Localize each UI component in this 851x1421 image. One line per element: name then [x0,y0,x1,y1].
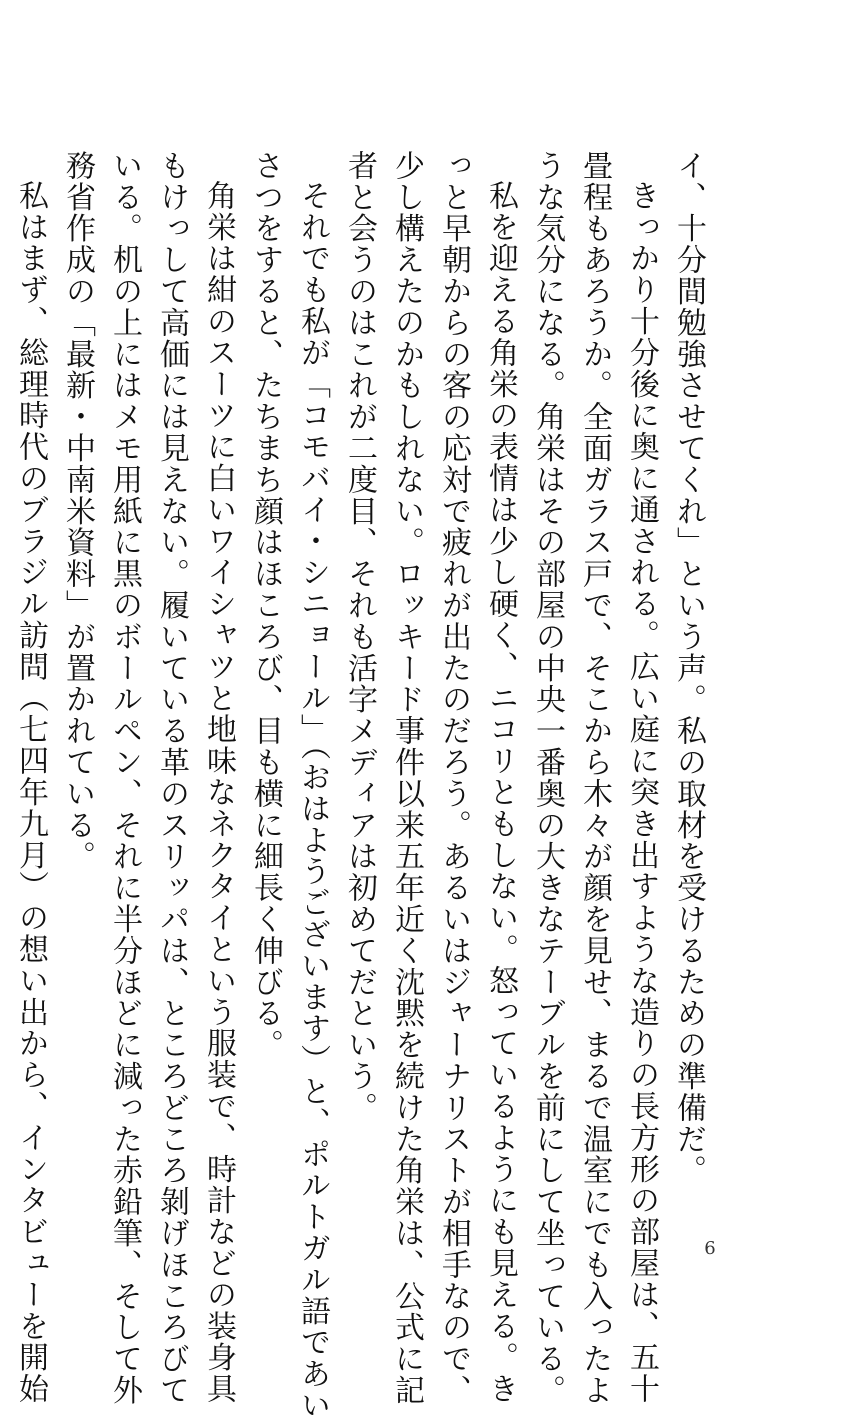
vertical-body-text [13,150,712,1421]
text-line-4: うな気分になる。角栄はその部屋の中央一番奥の大きなテーブルを前にして坐っている。 [530,150,565,1406]
text-line-7: 少し構えたのかもしれない。ロッキード事件以来五年近く沈黙を続けた角栄は、公式に記 [389,150,424,1406]
text-line-9: それでも私が「コモバイ・シニョール」（おはようございます）と、ポルトガル語であい [295,180,330,1421]
text-line-1: イ、十分間勉強させてくれ」という声。私の取材を受けるための準備だ。 [671,150,706,1187]
text-line-5: 私を迎える角栄の表情は少し硬く、ニコリともしない。怒っているようにも見える。き [483,180,518,1405]
text-line-3: 畳程もあろうか。全面ガラス戸で、そこから木々が顔を見せ、まるで温室にでも入ったよ [577,150,612,1406]
page-number: 6 [704,1238,716,1259]
text-line-15: 私はまず、総理時代のブラジル訪問（七四年九月）の想い出から、インタビューを開始 [13,180,48,1405]
text-line-12: もけっして高価には見えない。履いている革のスリッパは、ところどころ剝げほころびて [154,150,189,1406]
text-line-13: いる。机の上にはメモ用紙に黒のボールペン、それに半分ほどに減った赤鉛筆、そして外 [107,150,142,1406]
text-line-11: 角栄は紺のスーツに白いワイシャツと地味なネクタイという服装で、時計などの装身具 [201,180,236,1405]
text-line-14: 務省作成の「最新・中南米資料」が置かれている。 [60,150,95,873]
text-line-8: 者と会うのはこれが二度目、それも活字メディアは初めてだという。 [342,150,377,1124]
text-line-10: さつをすると、たちまち顔はほころび、目も横に細長く伸びる。 [248,150,283,1061]
text-line-6: っと早朝からの客の応対で疲れが出たのだろう。あるいはジャーナリストが相手なので、 [436,150,471,1406]
text-line-2: きっかり十分後に奥に通される。広い庭に突き出すような造りの長方形の部屋は、五十 [624,180,659,1405]
